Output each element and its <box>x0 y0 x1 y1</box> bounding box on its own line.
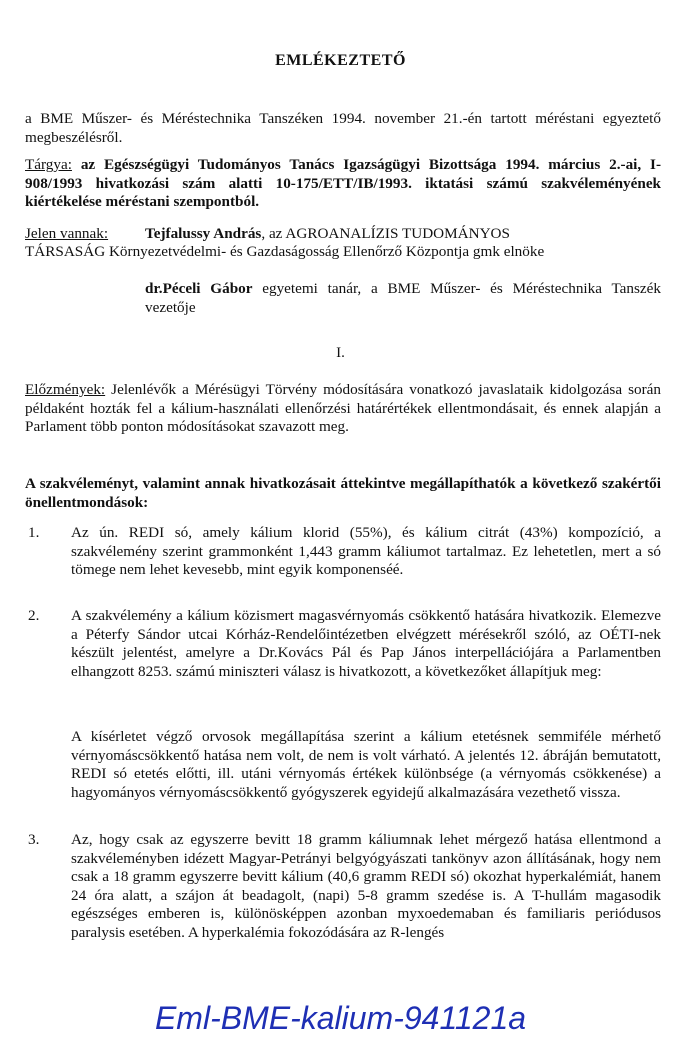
background-text: Jelenlévők a Mérésügyi Törvény módosítására vonatkozó javaslataik kidolgozása során példaként hozták fel a kálium-használati ellenőrzési határértékek ellentmondásait, és ennek alapján a Parlament több ponton módosításokat szavazott meg. <box>25 381 661 435</box>
item-subparagraph: A kísérletet végző orvosok megállapítása szerint a kálium etetésnek semmiféle mérhető vérnyomáscsökkentő hatása nem volt, de nem is volt várható. A jelentés 12. ábráján bemutatott, REDI só etetés előtti, ill. utáni vérnyomás értékek különbsége (a vérnyomás csökkenése) a hagyományos vérnyomáscsökkentő gyógyszerek egyidejű alkalmazására vezethető vissza. <box>71 728 661 801</box>
findings-heading: A szakvéleményt, valamint annak hivatkozásait áttekintve megállapíthatók a következő szakértői önellentmondások: <box>25 475 661 511</box>
present-person1-name: Tejfalussy András <box>145 225 262 242</box>
subject-text: az Egészségügyi Tudományos Tanács Igazságügyi Bizottsága 1994. március 2.-ai, I-908/1993 hivatkozási szám alatti 10-175/ETT/IB/1993. iktatási számú szakvéleményének kiértékelése méréstani szempontból. <box>25 156 662 210</box>
present-person2 <box>145 280 661 317</box>
item-text: A szakvélemény a kálium közismert magasvérnyomás csökkentő hatására hivatkozik. Elemezve a Péterfy Sándor utcai Kórház-Rendelőintézetben elvégzett mérésekről szóló, az OÉTI-nek készült jelentést, amelyre a Dr.Kovács Pál és Pap János interpellációjára a Parlamentben elhangzott 8253. számú miniszteri válasz is hivatkozott, a következőket állapítjuk meg: <box>71 607 661 680</box>
present-person1-line2: TÁRSASÁG Környezetvédelmi- és Gazdaságosság Ellenőrző Központja gmk elnöke <box>25 243 545 260</box>
background-paragraph <box>25 381 661 437</box>
intro-paragraph: a BME Műszer- és Méréstechnika Tanszéken 1994. november 21.-én tartott méréstani egyeztető megbeszélésről. <box>25 110 661 146</box>
present-person2-name: dr.Péceli Gábor <box>145 280 253 297</box>
subject-label: Tárgya: <box>25 156 72 173</box>
document-title: EMLÉKEZTETŐ <box>275 52 406 69</box>
item-text: Az, hogy csak az egyszerre bevitt 18 gramm káliumnak lehet mérgező hatása ellentmond a szakvéleményben idézett Magyar-Petrányi belgyógyászati tankönyv azon állításának, hogy nem csak a 18 gramm egyszerre bevitt kálium (40,6 gramm REDI só) okozhat hyperkalémiát, hanem 24 óra alatt, a szájon át beadagolt, (napi) 5-8 gramm szedése is. A T-hullám magasodik egészséges emberen is, különösképpen azonban myxoedemaban és familiaris periódusos paralysis esetében. A hyperkalémia fokozódására az R-lengés <box>71 831 661 941</box>
section-number: I. <box>336 345 345 361</box>
item-number: 3. <box>28 831 40 848</box>
file-name-caption: Eml-BME-kalium-941121a <box>154 1000 527 1036</box>
item-text: Az ún. REDI só, amely kálium klorid (55%), és kálium citrát (43%) kompozíció, a szakvélemény szerint grammonként 1,443 gramm káliumot tartalmaz. Ez lehetetlen, mert a só tömege nem lehet kevesebb, mint egyik komponenséé. <box>71 524 661 578</box>
item-number: 1. <box>28 524 40 541</box>
present-label-wrap <box>25 225 145 244</box>
item-number: 2. <box>28 607 40 624</box>
present-person1-rest: , az AGROANALÍZIS TUDOMÁNYOS <box>261 225 510 242</box>
subject-paragraph <box>25 156 661 212</box>
present-label: Jelen vannak: <box>25 225 109 242</box>
present-person1-line1 <box>145 225 661 244</box>
background-label: Előzmények: <box>25 381 106 398</box>
present-person2-rest: egyetemi tanár, a BME Műszer- és Méréstechnika Tanszék vezetője <box>145 280 662 316</box>
